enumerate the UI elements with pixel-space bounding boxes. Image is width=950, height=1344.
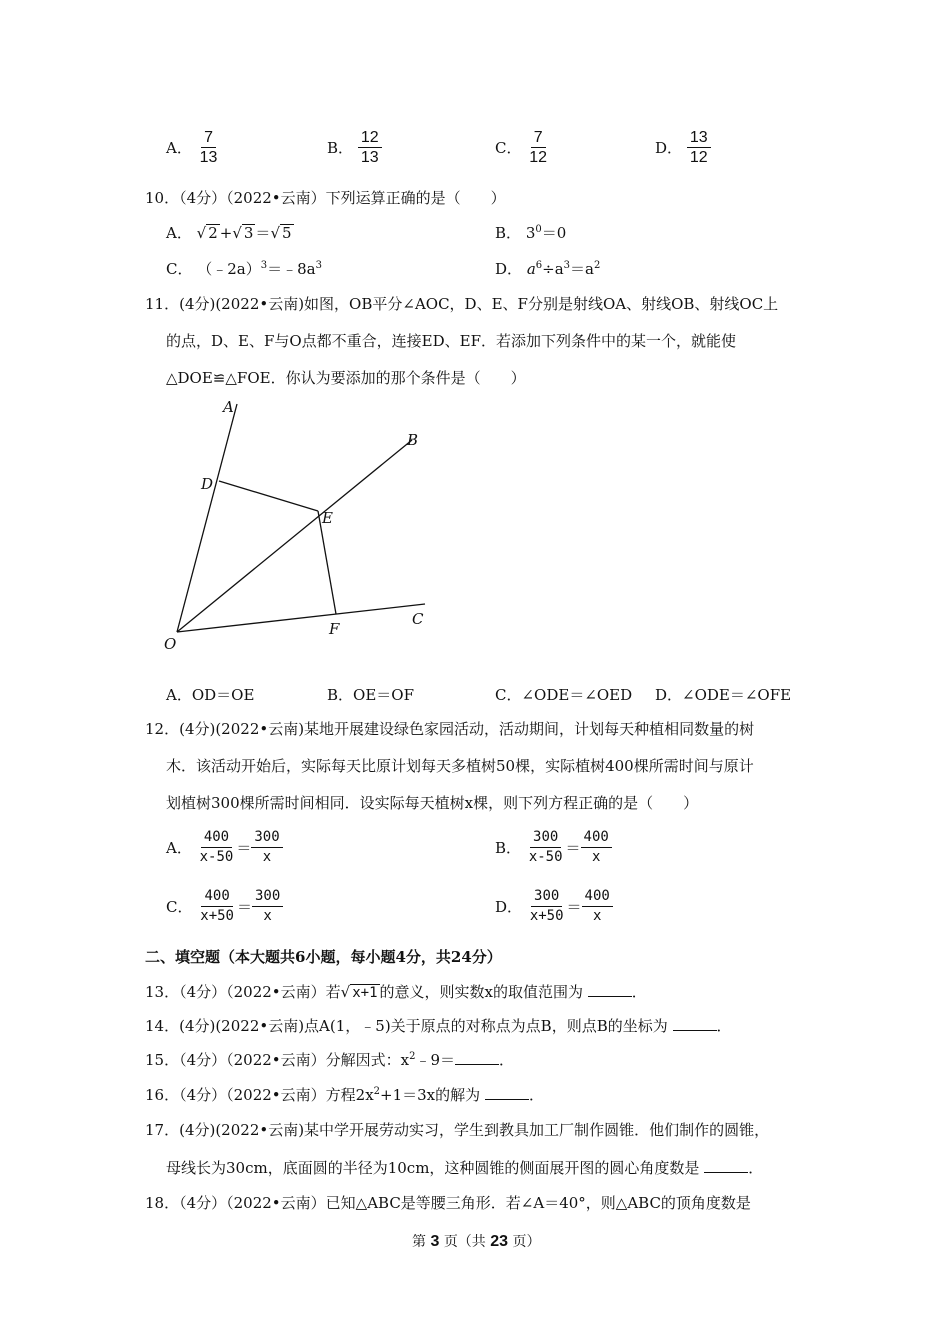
q11-line2: 的点，D、E、F与O点都不重合，连接ED、EF．若添加下列条件中的某一个，就能使 [166, 332, 737, 350]
q11-option-b: B．OE＝OF [327, 686, 414, 704]
ray-ob [177, 440, 412, 632]
q9-option-c: C． $\frac{7}{12}$ [495, 128, 550, 167]
page-number: 3 [430, 1233, 440, 1250]
q12-option-b: B． $\frac{300}{x-50}$ ＝ $\frac{400}{x}$ [495, 828, 612, 867]
ray-oa [177, 404, 237, 632]
q11-option-a: A．OD＝OE [166, 686, 255, 704]
fraction: $\frac{300}{x}$ [251, 828, 282, 867]
q17-line2: 母线长为30cm，底面圆的半径为10cm，这种圆锥的侧面展开图的圆心角度数是 ． [166, 1159, 764, 1177]
page-footer: 第 3 页（共 23 页） [412, 1233, 541, 1250]
label-d: D [201, 475, 214, 493]
q10-option-b: B． $3^0=0$ [495, 224, 567, 242]
label-e: E [322, 509, 333, 527]
answer-blank [455, 1052, 499, 1065]
fraction: $\frac{300}{x+50}$ [529, 888, 564, 924]
fraction: $\frac{300}{x-50}$ [528, 829, 563, 865]
q9-option-a: A． $\frac{7}{13}$ [166, 128, 220, 167]
page-total: 23 [490, 1233, 509, 1250]
q11-line3: △DOE≌△FOE．你认为要添加的那个条件是（ ） [166, 369, 526, 387]
q12-option-c: C． $\frac{400}{x+50}$ ＝ $\frac{300}{x}$ [166, 887, 283, 926]
fraction: $\frac{400}{x-50}$ [199, 829, 234, 865]
q11-option-c: C．∠ODE＝∠OED [495, 686, 633, 704]
q17-line1: 17．(4分)(2022•云南)某中学开展劳动实习，学生到教具加工厂制作圆锥．他们制作的圆锥， [145, 1121, 770, 1139]
q12-line1: 12．(4分)(2022•云南)某地开展建设绿色家园活动，活动期间，计划每天种植相同数量的树 [145, 720, 755, 738]
label-b: B [407, 431, 419, 449]
q11-line1: 11．(4分)(2022•云南)如图，OB平分∠AOC，D、E、F分别是射线OA、射线OB、射线OC上 [145, 295, 779, 313]
label-f: F [329, 620, 340, 638]
section-heading: 二、填空题（本大题共6小题，每小题4分，共24分） [145, 948, 502, 966]
fraction: $\frac{300}{x}$ [252, 887, 283, 926]
label-o: O [164, 635, 177, 653]
q16: 16．（4分）（2022•云南）方程$2x^2+1=3x$的解为 ． [145, 1086, 544, 1104]
fraction: $\frac{13}{12}$ [687, 128, 711, 167]
segment-de [219, 481, 318, 511]
q10-stem: 10．（4分）（2022•云南）下列运算正确的是（ ） [145, 189, 506, 207]
q9-option-b: B． $\frac{12}{13}$ [327, 128, 382, 167]
q10-option-d: D． $a^6\div a^3=a^2$ [495, 260, 601, 278]
q12-option-d: D． $\frac{300}{x+50}$ ＝ $\frac{400}{x}$ [495, 887, 613, 926]
q11-option-d: D．∠ODE＝∠OFE [655, 686, 792, 704]
fraction: $\frac{7}{13}$ [199, 129, 218, 166]
q18: 18．（4分）（2022•云南）已知△ABC是等腰三角形．若∠A＝40°，则△ABC的顶角度数是 [145, 1194, 751, 1212]
q10-option-a: A． √ 2 +√ 3 ＝√ 5 [166, 224, 292, 242]
q13: 13．（4分）（2022•云南）若√ x+1 的意义，则实数x的取值范围为 ． [145, 983, 647, 1001]
fraction: $\frac{400}{x}$ [582, 887, 613, 926]
q9-option-d: D． $\frac{13}{12}$ [655, 128, 711, 167]
label-a: A [223, 398, 234, 416]
fraction: $\frac{400}{x}$ [581, 828, 612, 867]
fraction: $\frac{7}{12}$ [529, 129, 548, 166]
q12-line3: 划植树300棵所需时间相同．设实际每天植树x棵，则下列方程正确的是（ ） [166, 794, 699, 812]
q11-figure [150, 392, 450, 657]
answer-blank [588, 984, 632, 997]
q10-option-c: C． $(﹣2a)^3=﹣8a^3$ [166, 260, 323, 278]
q15: 15．（4分）（2022•云南）分解因式：$x^2﹣9=$ ． [145, 1051, 515, 1069]
ray-oc [177, 604, 425, 632]
q12-option-a: A． $\frac{400}{x-50}$ ＝ $\frac{300}{x}$ [166, 828, 283, 867]
fraction: $\frac{400}{x+50}$ [200, 888, 234, 924]
label-c: C [412, 610, 424, 628]
answer-blank [485, 1087, 529, 1100]
answer-blank [704, 1160, 748, 1173]
answer-blank [673, 1018, 717, 1031]
q14: 14．(4分)(2022•云南)点A(1，﹣5)关于原点的对称点为点B，则点B的坐标为 ． [145, 1017, 732, 1035]
fraction: $\frac{12}{13}$ [358, 128, 382, 167]
q12-line2: 木．该活动开始后，实际每天比原计划每天多植树50棵，实际植树400棵所需时间与原计 [166, 757, 754, 775]
